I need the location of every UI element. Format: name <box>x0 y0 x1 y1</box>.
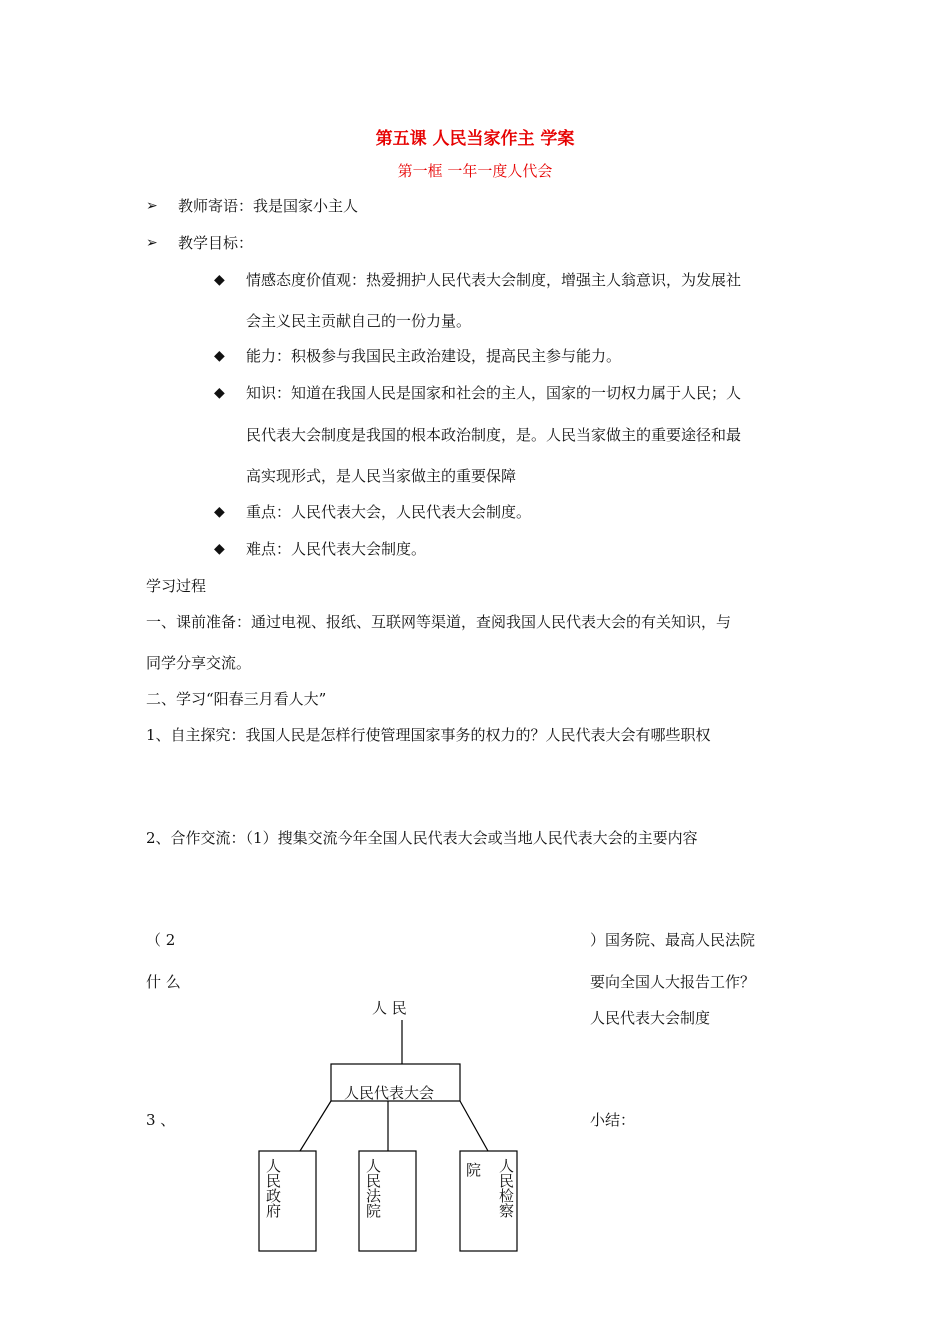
procuratorate-extra-label: 院 <box>466 1161 482 1179</box>
court-label: 人民法院 <box>364 1158 382 1218</box>
objective-key-point: 重点：人民代表大会，人民代表大会制度。 <box>246 503 532 521</box>
objective-knowledge-line1: 知识：知道在我国人民是国家和社会的主人，国家的一切权力属于人民；人 <box>246 384 742 402</box>
diamond-bullet-icon: ◆ <box>214 385 225 401</box>
question-3-label: 3 、 <box>146 1111 176 1129</box>
diamond-bullet-icon: ◆ <box>214 272 225 288</box>
study-heading: 二、学习“阳春三月看人大” <box>146 690 327 708</box>
teacher-message: 教师寄语：我是国家小主人 <box>178 197 359 215</box>
government-label: 人民政府 <box>264 1158 282 1218</box>
diamond-bullet-icon: ◆ <box>214 541 225 557</box>
objective-knowledge-line3: 高实现形式，是人民当家做主的重要保障 <box>246 467 517 485</box>
objective-ability: 能力：积极参与我国民主政治建设，提高民主参与能力。 <box>246 347 622 365</box>
page-subtitle: 第一框 一年一度人代会 <box>397 162 553 180</box>
question-2b-right-line1: ）国务院、最高人民法院 <box>590 931 756 949</box>
arrow-bullet-icon: ➢ <box>146 235 158 251</box>
connector-line <box>460 1101 488 1151</box>
question-2b-left-line2: 什 么 <box>146 973 181 991</box>
question-1: 1、自主探究：我国人民是怎样行使管理国家事务的权力的？人民代表大会有哪些职权 <box>146 726 711 744</box>
question-2b-left-line1: （ 2 <box>146 931 176 949</box>
objective-emotion-line1: 情感态度价值观：热爱拥护人民代表大会制度，增强主人翁意识，为发展社 <box>246 271 742 289</box>
arrow-bullet-icon: ➢ <box>146 198 158 214</box>
question-2b-right-line3: 人民代表大会制度 <box>590 1009 711 1027</box>
diamond-bullet-icon: ◆ <box>214 504 225 520</box>
people-label: 人 民 <box>372 999 407 1017</box>
process-heading: 学习过程 <box>146 577 207 595</box>
objective-emotion-line2: 会主义民主贡献自己的一份力量。 <box>246 312 472 330</box>
prep-line2: 同学分享交流。 <box>146 654 252 672</box>
objectives-heading: 教学目标： <box>178 234 254 252</box>
objective-difficulty: 难点：人民代表大会制度。 <box>246 540 427 558</box>
prep-line1: 一、课前准备：通过电视、报纸、互联网等渠道，查阅我国人民代表大会的有关知识，与 <box>146 613 732 631</box>
page-title: 第五课 人民当家作主 学案 <box>375 129 575 149</box>
summary-label: 小结： <box>590 1111 636 1129</box>
objective-knowledge-line2: 民代表大会制度是我国的根本政治制度，是。人民当家做主的重要途径和最 <box>246 426 742 444</box>
question-2b-right-line2: 要向全国人大报告工作？ <box>590 973 756 991</box>
question-2: 2、合作交流：（1）搜集交流今年全国人民代表大会或当地人民代表大会的主要内容 <box>146 829 698 847</box>
connector-line <box>300 1101 331 1151</box>
congress-label: 人民代表大会 <box>344 1084 435 1102</box>
procuratorate-label: 人民检察 <box>497 1158 515 1218</box>
diamond-bullet-icon: ◆ <box>214 348 225 364</box>
